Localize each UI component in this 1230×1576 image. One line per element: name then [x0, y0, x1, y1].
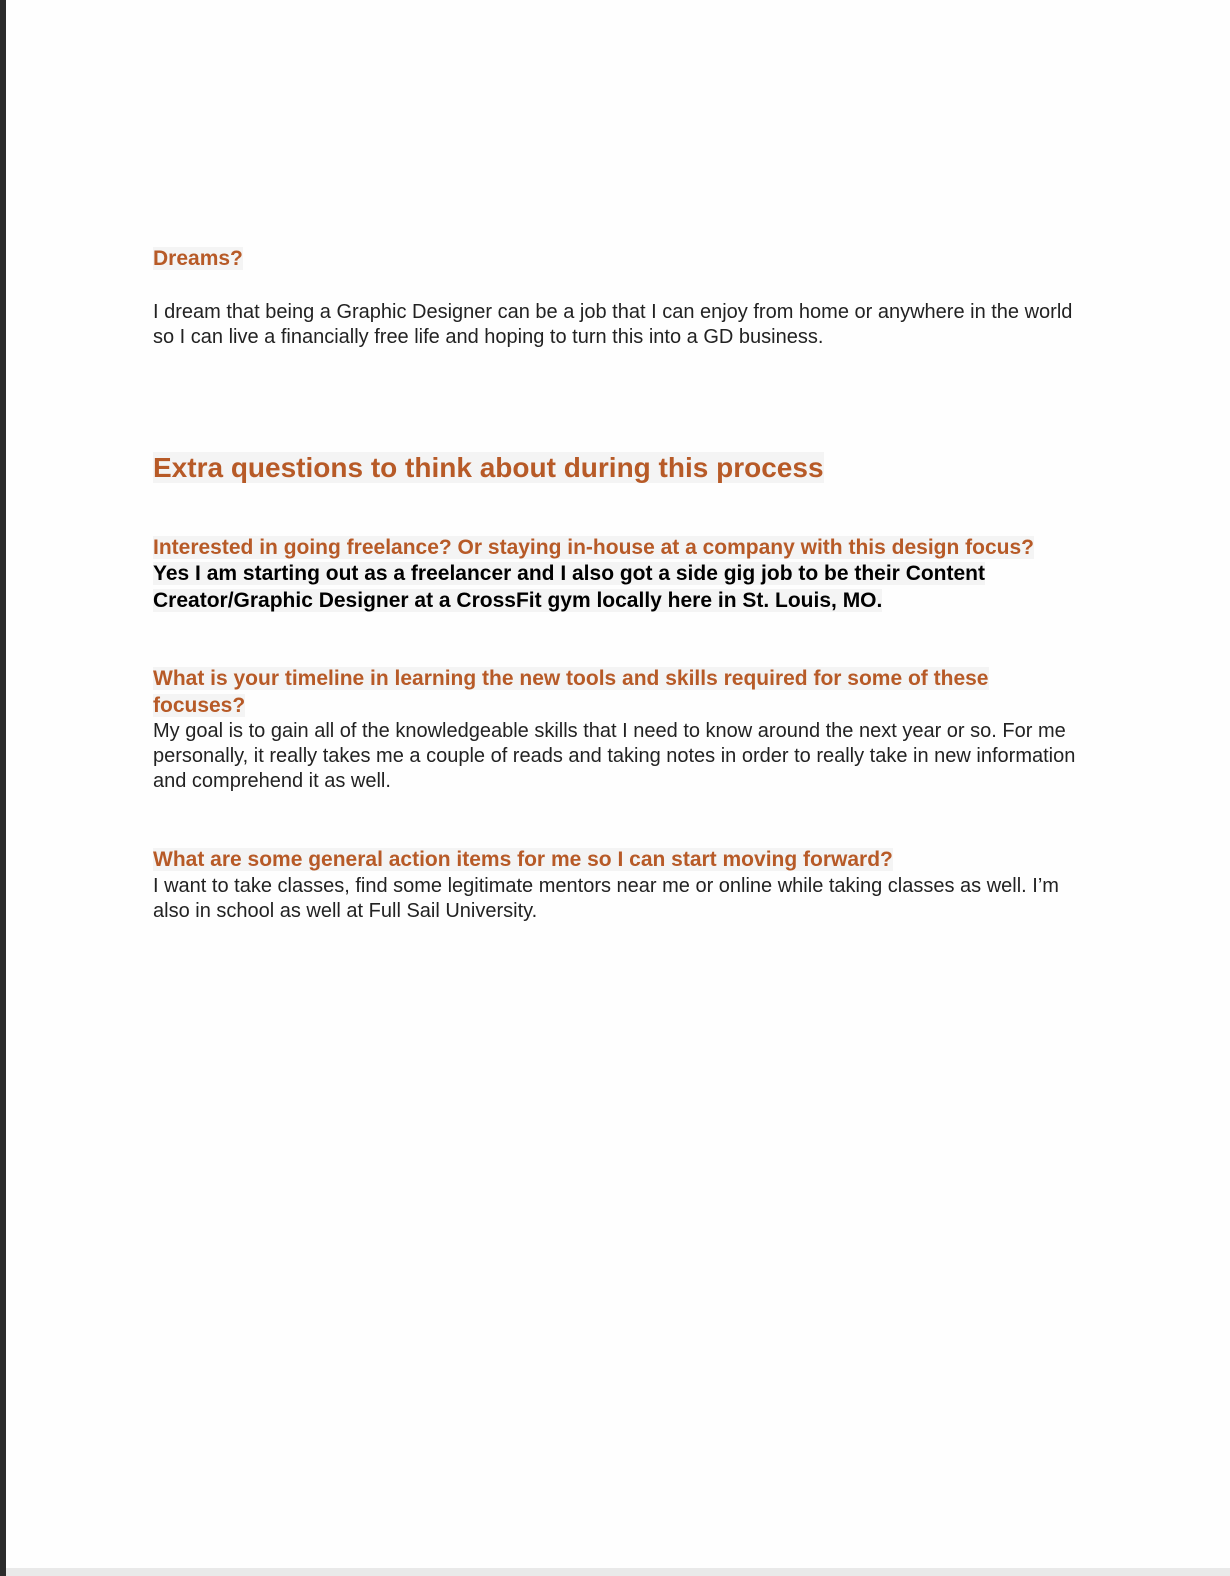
question-text: What is your timeline in learning the new tools and skills required for some of these focuses? [153, 667, 989, 717]
dreams-paragraph: I dream that being a Graphic Designer can be a job that I can enjoy from home or anywhere in the world so I can live a financially free life and hoping to turn this into a GD business. [153, 300, 1073, 348]
question-text: Interested in going freelance? Or staying in-house at a company with this design focus? [153, 535, 1034, 559]
question-block [153, 535, 1083, 615]
question-heading [153, 847, 1083, 874]
question-block [153, 847, 1083, 924]
page-content [153, 246, 1083, 924]
answer-text: My goal is to gain all of the knowledgeable skills that I need to know around the next year or so. For me personally, it really takes me a couple of reads and taking notes in order to really take in new information and comprehend it as well. [153, 720, 1076, 792]
answer-text [153, 561, 1083, 614]
dreams-heading-text: Dreams? [153, 247, 243, 270]
question-heading [153, 535, 1083, 562]
extra-questions-heading [153, 451, 1083, 485]
answer-text-highlight: Yes I am starting out as a freelancer and I also got a side gig job to be their Content Creator/Graphic Designer at a CrossFit gym locally here in St. Louis, MO. [153, 562, 986, 612]
document-page [6, 0, 1230, 1568]
question-heading [153, 666, 1083, 719]
page-bottom-edge [6, 1568, 1230, 1576]
answer-text: I want to take classes, find some legitimate mentors near me or online while taking classes as well. I’m also in school as well at Full Sail University. [153, 874, 1059, 922]
question-block [153, 666, 1083, 794]
question-text: What are some general action items for me so I can start moving forward? [153, 848, 893, 871]
extra-questions-heading-text: Extra questions to think about during this process [153, 451, 824, 483]
dreams-heading [153, 246, 1083, 273]
